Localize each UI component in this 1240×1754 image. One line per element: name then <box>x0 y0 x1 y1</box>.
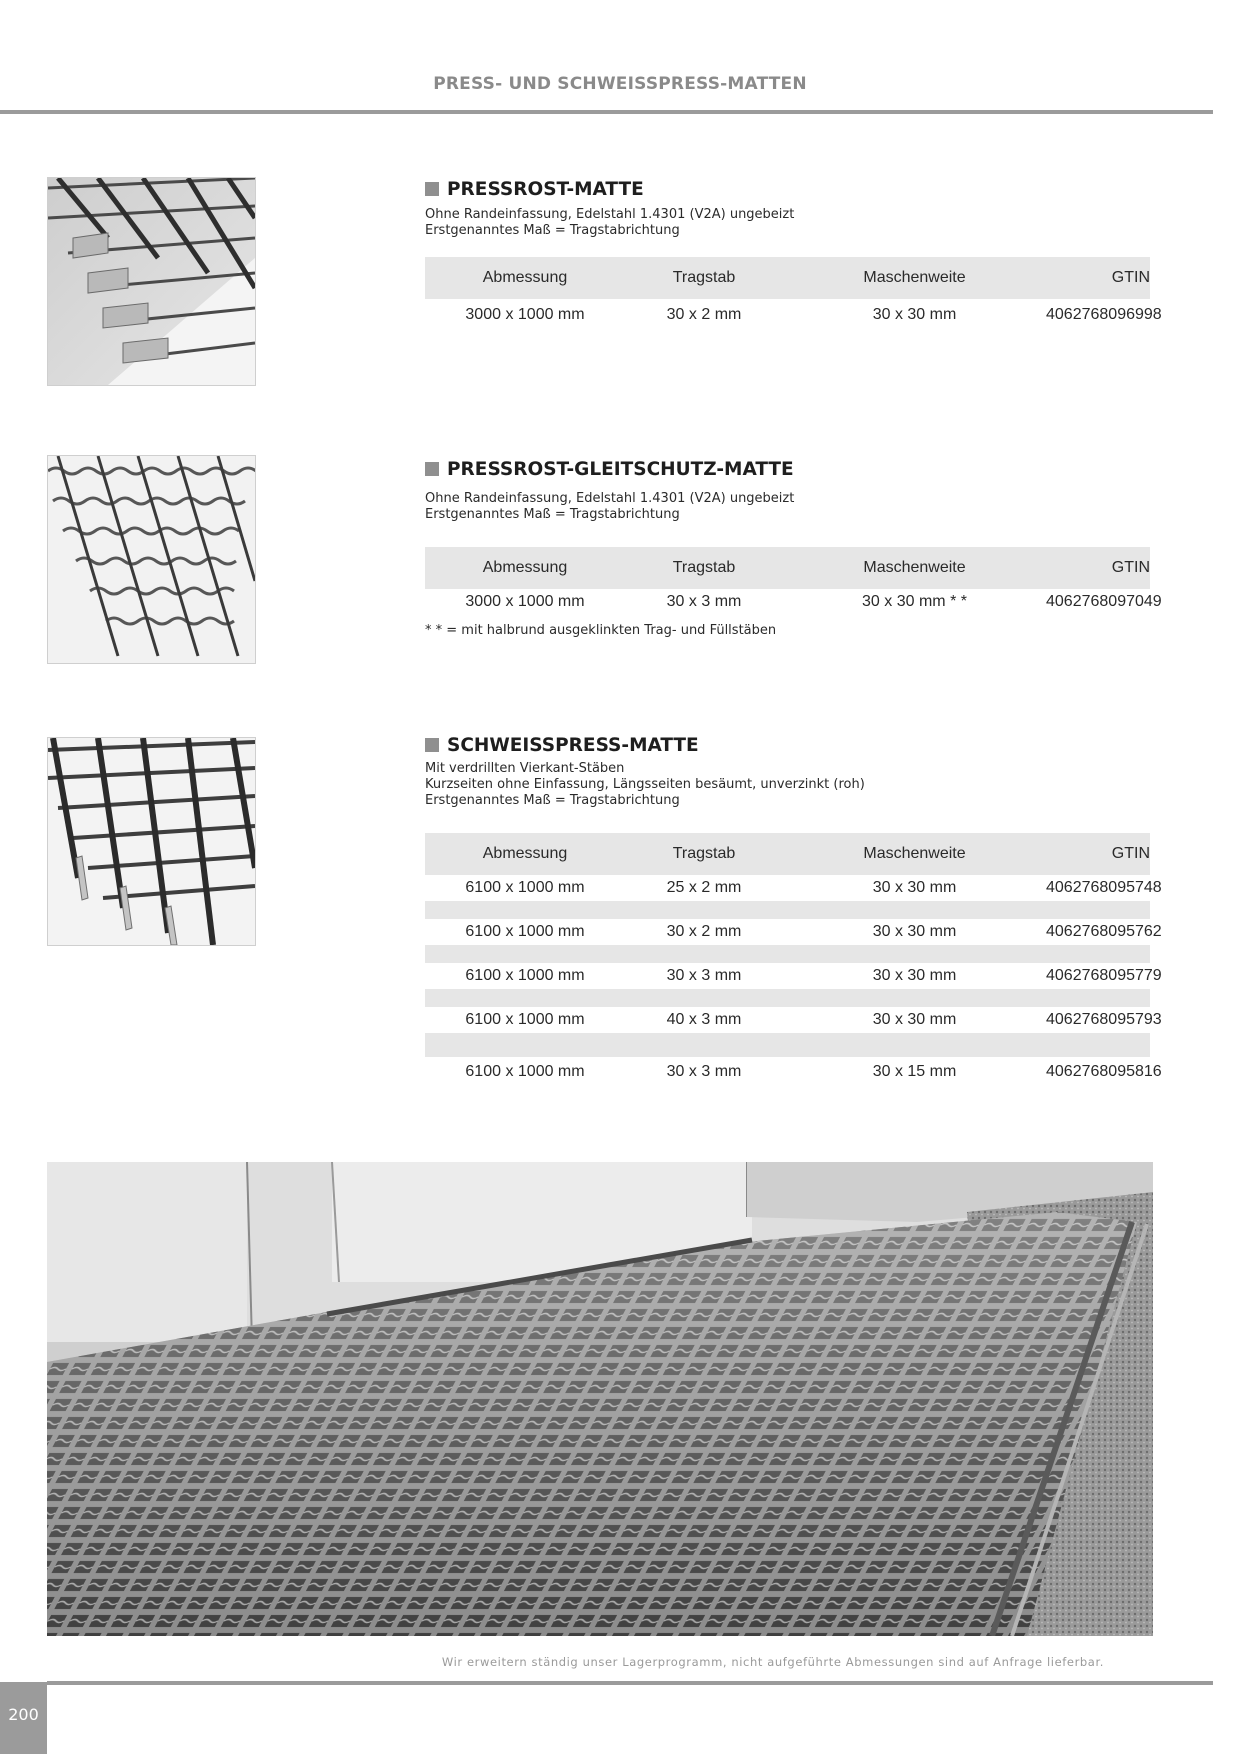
cell-gtin: 4062768095816 <box>1046 1063 1162 1080</box>
product-table <box>425 547 1162 615</box>
column-header-tragstab: Tragstab <box>672 845 736 862</box>
cell-tragstab: 30 x 2 mm <box>666 306 742 323</box>
table-header <box>425 547 1150 589</box>
section-title-text: SCHWEISSPRESS-MATTE <box>447 734 699 756</box>
cell-abmessung: 6100 x 1000 mm <box>465 923 585 940</box>
cell-tragstab: 40 x 3 mm <box>666 1011 742 1028</box>
cell-maschenweite: 30 x 30 mm <box>872 1011 957 1028</box>
section-title <box>425 457 1150 481</box>
square-bullet-icon <box>425 738 439 752</box>
table-footnote: * * = mit halbrund ausgeklinkten Trag- und Füllstäben <box>425 623 777 638</box>
cell-gtin: 4062768095762 <box>1046 923 1162 940</box>
cell-gtin: 4062768095779 <box>1046 967 1162 984</box>
cell-tragstab: 25 x 2 mm <box>666 879 742 896</box>
footer-note: Wir erweitern ständig unser Lagerprogramm, nicht aufgeführte Abmessungen sind auf Anfrage lieferbar. <box>441 1655 1104 1669</box>
row-separator <box>425 945 1150 963</box>
column-header-maschenweite: Maschenweite <box>863 559 966 576</box>
column-header-tragstab: Tragstab <box>672 269 736 286</box>
column-header-tragstab: Tragstab <box>672 559 736 576</box>
table-row <box>425 875 1162 901</box>
table-row <box>425 589 1162 615</box>
row-separator <box>425 901 1150 919</box>
description-line: Erstgenanntes Maß = Tragstabrichtung <box>425 507 680 522</box>
column-header-maschenweite: Maschenweite <box>863 269 966 286</box>
cell-maschenweite: 30 x 15 mm <box>872 1063 957 1080</box>
column-header-abmessung: Abmessung <box>482 845 568 862</box>
section-pressrost-matte <box>425 177 1162 323</box>
table-row <box>425 1007 1162 1033</box>
pressrost-gleitschutz-matte-image <box>47 455 256 664</box>
section-pressrost-gleitschutz-matte <box>425 457 1162 638</box>
cell-tragstab: 30 x 2 mm <box>666 923 742 940</box>
section-description <box>425 761 1150 809</box>
page-header-title: PRESS- UND SCHWEISSPRESS-MATTEN <box>433 74 807 94</box>
section-description <box>425 491 1150 523</box>
header-divider <box>0 110 1213 114</box>
cell-abmessung: 3000 x 1000 mm <box>465 306 585 323</box>
cell-abmessung: 6100 x 1000 mm <box>465 967 585 984</box>
product-table <box>425 257 1162 329</box>
description-line: Erstgenanntes Maß = Tragstabrichtung <box>425 793 680 808</box>
cell-maschenweite: 30 x 30 mm <box>872 306 957 323</box>
column-header-abmessung: Abmessung <box>482 559 568 576</box>
table-header <box>425 833 1150 875</box>
cell-gtin: 4062768095793 <box>1046 1011 1162 1028</box>
grating-installation-photo <box>47 1162 1153 1636</box>
description-line: Ohne Randeinfassung, Edelstahl 1.4301 (V2A) ungebeizt <box>425 207 795 222</box>
table-row <box>425 301 1162 329</box>
product-table <box>425 833 1162 1087</box>
column-header-gtin: GTIN <box>1111 269 1150 286</box>
column-header-abmessung: Abmessung <box>482 269 568 286</box>
row-separator <box>425 1033 1150 1057</box>
cell-tragstab: 30 x 3 mm <box>666 593 742 610</box>
table-row <box>425 1057 1162 1087</box>
description-line: Erstgenanntes Maß = Tragstabrichtung <box>425 223 680 238</box>
description-line: Kurzseiten ohne Einfassung, Längsseiten besäumt, unverzinkt (roh) <box>425 777 865 792</box>
cell-gtin: 4062768097049 <box>1046 593 1162 610</box>
column-header-gtin: GTIN <box>1111 559 1150 576</box>
cell-gtin: 4062768096998 <box>1046 306 1162 323</box>
cell-maschenweite: 30 x 30 mm <box>872 879 957 896</box>
cell-maschenweite: 30 x 30 mm <box>872 967 957 984</box>
cell-abmessung: 6100 x 1000 mm <box>465 1063 585 1080</box>
section-schweisspress-matte <box>425 733 1162 1080</box>
cell-abmessung: 6100 x 1000 mm <box>465 879 585 896</box>
cell-maschenweite: 30 x 30 mm <box>872 923 957 940</box>
cell-abmessung: 3000 x 1000 mm <box>465 593 585 610</box>
description-line: Ohne Randeinfassung, Edelstahl 1.4301 (V2A) ungebeizt <box>425 491 795 506</box>
cell-tragstab: 30 x 3 mm <box>666 1063 742 1080</box>
cell-maschenweite: 30 x 30 mm * * <box>862 593 967 610</box>
square-bullet-icon <box>425 462 439 476</box>
table-header <box>425 257 1150 299</box>
footer-divider <box>47 1681 1213 1685</box>
schweisspress-matte-image <box>47 737 256 946</box>
section-title-text: PRESSROST-GLEITSCHUTZ-MATTE <box>447 458 794 480</box>
section-description <box>425 207 1150 239</box>
cell-abmessung: 6100 x 1000 mm <box>465 1011 585 1028</box>
cell-tragstab: 30 x 3 mm <box>666 967 742 984</box>
table-row <box>425 963 1162 989</box>
section-title-text: PRESSROST-MATTE <box>447 178 644 200</box>
column-header-gtin: GTIN <box>1111 845 1150 862</box>
square-bullet-icon <box>425 182 439 196</box>
pressrost-matte-image <box>47 177 256 386</box>
section-title <box>425 733 1150 757</box>
row-separator <box>425 989 1150 1007</box>
description-line: Mit verdrillten Vierkant-Stäben <box>425 761 625 776</box>
section-title <box>425 177 1150 201</box>
page-number: 200 <box>8 1705 39 1724</box>
column-header-maschenweite: Maschenweite <box>863 845 966 862</box>
cell-gtin: 4062768095748 <box>1046 879 1162 896</box>
table-row <box>425 919 1162 945</box>
